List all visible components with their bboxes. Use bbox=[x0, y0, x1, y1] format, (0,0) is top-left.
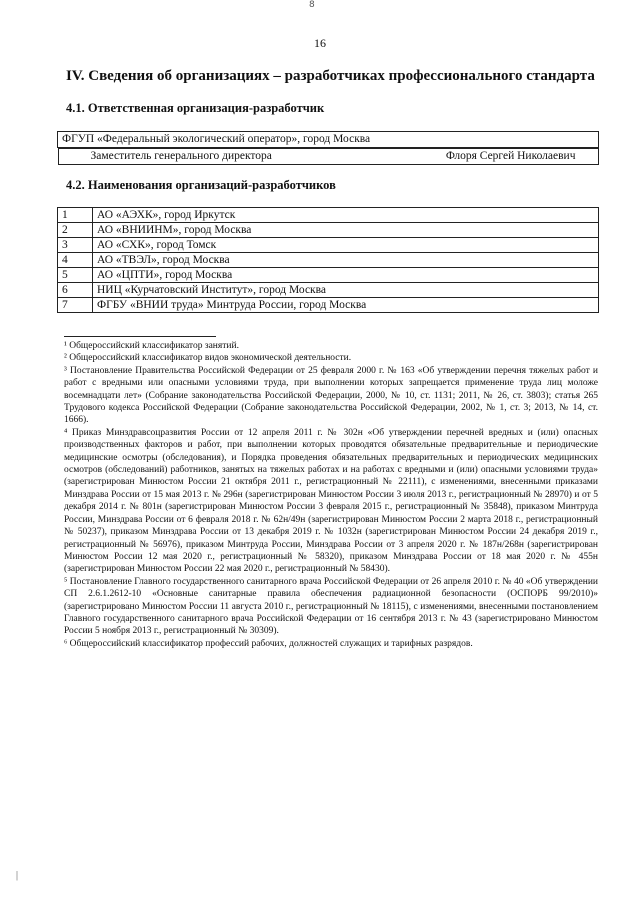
row-number: 6 bbox=[58, 283, 93, 298]
responsible-signatory bbox=[58, 148, 599, 165]
table-row bbox=[58, 268, 599, 283]
organization-name: АО «ТВЭЛ», город Москва bbox=[93, 253, 599, 268]
row-number: 2 bbox=[58, 223, 93, 238]
scan-edge-mark: | bbox=[16, 870, 19, 881]
footnote-5: ⁵ Постановление Главного государственного санитарного врача Российской Федерации от 26 апреля 2010 г. № 40 «Об утверждении СП 2.6.1.2612-10 «Основные санитарные правила обеспечения радиационной безопасности (ОСПОРБ 99/2010)» (зарегистрировано Минюстом России 11 августа 2010 г., регистрационный № 18115), с изменениями, внесенными постановлением Главного государственного санитарного врача Российской Федерации от 16 сентября 2013 г. № 43 (зарегистрировано Минюстом России 5 ноября 2013 г., регистрационный № 30309). bbox=[64, 576, 598, 637]
organization-name: НИЦ «Курчатовский Институт», город Москва bbox=[93, 283, 599, 298]
table-row bbox=[58, 253, 599, 268]
responsible-heading: 4.1. Ответственная организация-разработчик bbox=[66, 101, 325, 115]
responsible-organization-name: ФГУП «Федеральный экологический оператор», город Москва bbox=[58, 132, 599, 148]
organization-name: АО «СХК», город Томск bbox=[93, 238, 599, 253]
signatory-name: Флоря Сергей Николаевич bbox=[445, 150, 576, 162]
organization-name: АО «АЭХК», город Иркутск bbox=[93, 208, 599, 223]
signatory-position: Заместитель генерального директора bbox=[90, 150, 272, 162]
row-number: 7 bbox=[58, 298, 93, 313]
footnote-4: ⁴ Приказ Минздравсоцразвития России от 12 апреля 2011 г. № 302н «Об утверждении перечней вредных и (или) опасных производственных факторов и работ, при выполнении которых проводятся обязательные предварительные и периодические медицинские осмотры (обследования), и Порядка проведения обязательных предварительных и периодических медицинских осмотров (обследований) работников, занятых на тяжелых работах и на работах с вредными и (или) опасными условиями труда» (зарегистрирован Минюстом России 21 октября 2011 г., регистрационный № 22111), с изменениями, внесенными приказами Минздрава России от 15 мая 2013 г. № 296н (зарегистрирован Минюстом России 3 июля 2013 г., регистрационный № 28970) и от 5 декабря 2014 г. № 801н (зарегистрирован Минюстом России 3 февраля 2015 г., регистрационный № 35848), приказом Минтруда России, Минздрава России от 6 февраля 2018 г. № 62н/49н (зарегистрирован Минюстом России 2 марта 2018 г., регистрационный № 50237), приказом Минздрава России от 13 декабря 2019 г. № 1032н (зарегистрирован Минюстом России 24 декабря 2019 г., регистрационный № 56976), приказом Минтруда России, Минздрава России от 3 апреля 2020 г. № 187н/268н (зарегистрирован Минюстом России 12 мая 2020 г., регистрационный № 58320), приказом Минздрава России от 18 мая 2020 г. № 455н (зарегистрирован Минюстом России 22 мая 2020 г., регистрационный № 58430). bbox=[64, 427, 598, 575]
row-number: 3 bbox=[58, 238, 93, 253]
row-number: 4 bbox=[58, 253, 93, 268]
table-row bbox=[58, 238, 599, 253]
footnote-1: ¹ Общероссийский классификатор занятий. bbox=[64, 341, 239, 351]
table-row bbox=[58, 132, 599, 148]
row-number: 1 bbox=[58, 208, 93, 223]
footnote-separator bbox=[64, 336, 216, 337]
developer-organizations-table bbox=[57, 207, 599, 313]
row-number: 5 bbox=[58, 268, 93, 283]
table-row bbox=[58, 298, 599, 313]
page-top-mark: 8 bbox=[309, 0, 315, 10]
page-number: 16 bbox=[314, 36, 326, 50]
developers-heading: 4.2. Наименования организаций-разработчиков bbox=[66, 178, 336, 192]
organization-name: ФГБУ «ВНИИ труда» Минтруда России, город Москва bbox=[93, 298, 599, 313]
organization-name: АО «ВНИИНМ», город Москва bbox=[93, 223, 599, 238]
footnote-2: ² Общероссийский классификатор видов экономической деятельности. bbox=[64, 353, 352, 364]
table-row bbox=[58, 223, 599, 238]
responsible-organization-table bbox=[57, 131, 599, 165]
footnotes bbox=[64, 340, 598, 650]
footnote-3: ³ Постановление Правительства Российской Федерации от 25 февраля 2000 г. № 163 «Об утверждении перечня тяжелых работ и работ с вредными или опасными условиями труда, при выполнении которых запрещается применение труда лиц моложе восемнадцати лет» (Собрание законодательства Российской Федерации, 2000, № 10, ст. 1131; 2011, № 26, ст. 3803); статья 265 Трудового кодекса Российской Федерации (Собрание законодательства Российской Федерации, 2002, № 1, ст. 3; 2013, № 14, ст. 1666). bbox=[64, 365, 598, 426]
footnote-6: ⁶ Общероссийский классификатор профессий рабочих, должностей служащих и тарифных разрядов. bbox=[64, 638, 473, 649]
table-row bbox=[58, 148, 599, 166]
table-row bbox=[58, 208, 599, 223]
organization-name: АО «ЦПТИ», город Москва bbox=[93, 268, 599, 283]
section-title: IV. Сведения об организациях – разработчиках профессионального стандарта bbox=[66, 68, 595, 84]
table-row bbox=[58, 283, 599, 298]
